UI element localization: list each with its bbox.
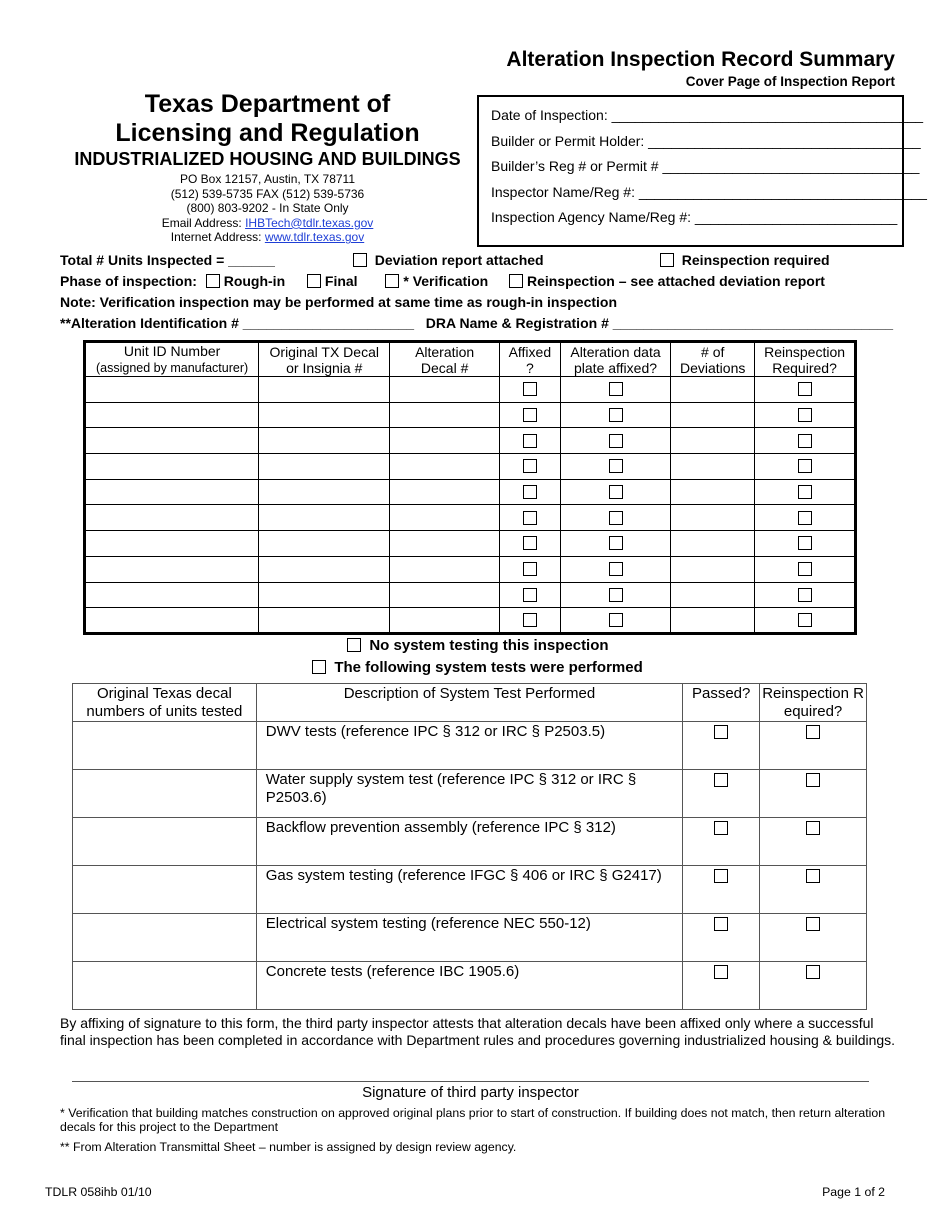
data-plate-checkbox[interactable] [609,536,623,550]
final-label: Final [324,273,358,289]
col-original-decal: Original TX Decal or Insignia # [259,342,390,377]
deviations-cell[interactable] [671,556,755,582]
agency-division: INDUSTRIALIZED HOUSING AND BUILDINGS [74,149,461,169]
phase-label: Phase of inspection: [60,273,197,289]
reinspection-cell[interactable] [755,608,856,634]
passed-cell[interactable] [683,962,760,1010]
internet-label: Internet Address: [170,230,265,245]
affixed-checkbox[interactable] [523,536,537,550]
col-passed: Passed? [683,684,760,722]
alteration-decal-cell[interactable] [390,402,500,428]
unit-id-cell[interactable] [85,505,259,531]
reinspection-cell[interactable] [755,377,856,403]
decal-numbers-cell[interactable] [73,722,257,770]
original-decal-cell[interactable] [259,582,390,608]
passed-checkbox[interactable] [714,821,728,835]
reinspection-checkbox[interactable] [798,434,812,448]
info-blank[interactable]: ___________________________________ [648,132,921,149]
data-plate-cell[interactable] [560,582,671,608]
signature-line[interactable] [72,1081,869,1082]
data-plate-checkbox[interactable] [609,511,623,525]
deviations-cell[interactable] [671,479,755,505]
data-plate-cell[interactable] [560,531,671,557]
deviations-cell[interactable] [671,531,755,557]
affixed-cell[interactable] [499,454,560,480]
data-plate-cell[interactable] [560,608,671,634]
data-plate-checkbox[interactable] [609,408,623,422]
passed-checkbox[interactable] [714,725,728,739]
form-title: Alteration Inspection Record Summary [506,48,895,71]
affixed-checkbox[interactable] [523,434,537,448]
original-decal-cell[interactable] [259,479,390,505]
system-tests-table [72,683,867,1010]
data-plate-checkbox[interactable] [609,562,623,576]
decal-numbers-cell[interactable] [73,962,257,1010]
alteration-decal-cell[interactable] [390,556,500,582]
test-description: Electrical system testing (reference NEC 550-12) [256,914,682,962]
test-reinspection-cell[interactable] [760,722,867,770]
info-blank[interactable]: __________________________ [694,209,898,225]
total-units[interactable]: Total # Units Inspected = ______ [60,252,275,268]
alteration-decal-cell[interactable] [390,531,500,557]
reinspection-checkbox[interactable] [798,588,812,602]
affixed-checkbox[interactable] [523,588,537,602]
tests-performed-option [312,659,643,676]
reinspection-checkbox[interactable] [798,562,812,576]
deviation-label: Deviation report attached [374,252,544,268]
passed-cell[interactable] [683,818,760,866]
table-row [73,866,867,914]
reinspection-required-checkbox[interactable] [660,253,674,267]
passed-cell[interactable] [683,722,760,770]
info-field-inspector[interactable] [491,180,927,206]
data-plate-cell[interactable] [560,377,671,403]
alteration-decal-cell[interactable] [390,582,500,608]
test-reinspection-checkbox[interactable] [806,821,820,835]
info-label: Inspector Name/Reg #: [491,183,635,200]
reinspection-checkbox[interactable] [798,536,812,550]
info-blank[interactable]: _________________________________ [662,158,920,174]
affixed-cell[interactable] [499,479,560,505]
original-decal-cell[interactable] [259,454,390,480]
unit-id-cell[interactable] [85,454,259,480]
test-reinspection-checkbox[interactable] [806,869,820,883]
col-description: Description of System Test Performed [256,684,682,722]
no-testing-checkbox[interactable] [347,638,361,652]
alteration-id[interactable]: **Alteration Identification # ______________________ [60,315,415,331]
unit-id-cell[interactable] [85,402,259,428]
affixed-cell[interactable] [499,556,560,582]
reinspection-cell[interactable] [755,402,856,428]
affixed-checkbox[interactable] [523,485,537,499]
agency-email [60,216,475,231]
unit-id-cell[interactable] [85,479,259,505]
signature-label: Signature of third party inspector [362,1084,579,1101]
agency-address: PO Box 12157, Austin, TX 78711 [179,172,355,186]
units-table-body [85,377,856,634]
original-decal-cell[interactable] [259,377,390,403]
deviations-cell[interactable] [671,428,755,454]
col-reinspection: Reinspection Required? [755,342,856,377]
info-label: Builder or Permit Holder: [491,132,645,149]
data-plate-checkbox[interactable] [609,613,623,627]
passed-checkbox[interactable] [714,917,728,931]
reinspection-checkbox[interactable] [798,408,812,422]
original-decal-cell[interactable] [259,608,390,634]
agency-phone-fax: (512) 539-5735 FAX (512) 539-5736 [170,186,365,201]
tests-performed-label: The following system tests were performed [334,659,643,676]
footnote-verification: * Verification that building matches construction on approved original plans prior to start of construction. If building does not match, then return alteration decals for this project to the Department [60,1106,886,1134]
passed-cell[interactable] [683,914,760,962]
info-field-date[interactable] [491,103,924,129]
table-row [85,428,856,454]
alteration-decal-cell[interactable] [390,454,500,480]
test-reinspection-checkbox[interactable] [806,917,820,931]
table-row [73,818,867,866]
deviations-cell[interactable] [671,505,755,531]
reinspection-option [660,252,830,268]
test-reinspection-checkbox[interactable] [806,725,820,739]
original-decal-cell[interactable] [259,531,390,557]
deviations-cell[interactable] [671,454,755,480]
info-blank[interactable]: ________________________________________ [611,107,924,123]
info-label: Builder’s Reg # or Permit # [491,158,659,174]
col-affixed: Affixed ? [499,342,560,377]
verification-checkbox[interactable] [385,274,399,288]
page-number: Page 1 of 2 [822,1185,885,1199]
deviations-cell[interactable] [671,377,755,403]
col-alteration-decal: Alteration Decal # [390,342,500,377]
data-plate-checkbox[interactable] [609,485,623,499]
reinspection-cell[interactable] [755,428,856,454]
table-row [85,531,856,557]
inspection-info-box [477,95,927,247]
info-label: Date of Inspection: [491,107,608,123]
alteration-decal-cell[interactable] [390,608,500,634]
reinspection-checkbox[interactable] [798,459,812,473]
table-row [85,454,856,480]
form-subtitle: Cover Page of Inspection Report [685,74,895,89]
col-decal-numbers: Original Texas decal numbers of units tested [73,684,257,722]
internet-link[interactable]: www.tdlr.texas.gov [264,230,365,245]
table-row [85,505,856,531]
no-testing-label: No system testing this inspection [369,637,609,654]
info-field-builder[interactable] [491,129,921,155]
test-reinspection-checkbox[interactable] [806,773,820,787]
test-reinspection-checkbox[interactable] [806,965,820,979]
reinspection-label: Reinspection required [681,252,830,268]
data-plate-checkbox[interactable] [609,459,623,473]
reinspection-cell[interactable] [755,505,856,531]
reinspection-cell[interactable] [755,531,856,557]
passed-cell[interactable] [683,770,760,818]
units-table [83,340,857,635]
verification-note: Note: Verification inspection may be performed at same time as rough-in inspection [60,294,618,310]
reinspection-cell[interactable] [755,582,856,608]
unit-id-cell[interactable] [85,377,259,403]
test-reinspection-cell[interactable] [760,866,867,914]
col-data-plate: Alteration data plate affixed? [560,342,671,377]
affixed-checkbox[interactable] [523,613,537,627]
agency-internet [60,230,475,245]
agency-name-line2: Licensing and Regulation [115,119,420,147]
agency-block [60,90,475,245]
alteration-decal-cell[interactable] [390,505,500,531]
col-test-reinspection: Reinspection Required? [760,684,867,722]
agency-name-line1: Texas Department of [144,90,391,118]
data-plate-cell[interactable] [560,556,671,582]
unit-id-cell[interactable] [85,531,259,557]
table-row [85,402,856,428]
units-table-header [85,342,856,377]
options-line-2 [60,273,900,289]
test-reinspection-cell[interactable] [760,962,867,1010]
deviation-option [353,252,544,268]
reinspection-checkbox[interactable] [798,485,812,499]
data-plate-cell[interactable] [560,505,671,531]
tests-table-body [73,722,867,1010]
original-decal-cell[interactable] [259,556,390,582]
test-reinspection-cell[interactable] [760,770,867,818]
table-row [85,608,856,634]
original-decal-cell[interactable] [259,428,390,454]
unit-id-cell[interactable] [85,556,259,582]
decal-numbers-cell[interactable] [73,770,257,818]
alteration-decal-cell[interactable] [390,428,500,454]
test-description: Gas system testing (reference IFGC § 406 or IRC § G2417) [256,866,682,914]
final-checkbox[interactable] [307,274,321,288]
affixed-cell[interactable] [499,531,560,557]
email-label: Email Address: [161,215,246,230]
affixed-checkbox[interactable] [523,562,537,576]
data-plate-cell[interactable] [560,428,671,454]
table-row [73,722,867,770]
verification-label: * Verification [403,273,489,289]
attestation-text: By affixing of signature to this form, the third party inspector attests that alteration decals have been affixed only where a successful final inspection has been completed in accordance with Department rules and procedures governing industrialized housing & buildings. [60,1015,896,1048]
tests-table-header [73,684,867,722]
table-row [85,377,856,403]
passed-checkbox[interactable] [714,773,728,787]
data-plate-cell[interactable] [560,454,671,480]
deviations-cell[interactable] [671,582,755,608]
test-reinspection-cell[interactable] [760,818,867,866]
footnote-transmittal: ** From Alteration Transmittal Sheet – number is assigned by design review agency. [60,1140,517,1154]
info-blank[interactable]: _____________________________________ [638,183,927,200]
info-field-builder-reg[interactable] [491,154,920,180]
info-label: Inspection Agency Name/Reg #: [491,209,692,225]
reinspection-see-label: Reinspection – see attached deviation report [526,273,825,289]
affixed-cell[interactable] [499,608,560,634]
reinspection-cell[interactable] [755,556,856,582]
table-row [73,914,867,962]
col-unit-id: Unit ID Number (assigned by manufacturer) [85,342,259,377]
reinspection-cell[interactable] [755,454,856,480]
dra-registration[interactable]: DRA Name & Registration # ____________________________________ [425,315,894,331]
affixed-cell[interactable] [499,582,560,608]
deviations-cell[interactable] [671,402,755,428]
data-plate-cell[interactable] [560,479,671,505]
data-plate-checkbox[interactable] [609,382,623,396]
table-row [73,962,867,1010]
original-decal-cell[interactable] [259,505,390,531]
rough-in-label: Rough-in [223,273,286,289]
affixed-cell[interactable] [499,505,560,531]
affixed-checkbox[interactable] [523,459,537,473]
tests-performed-checkbox[interactable] [312,660,326,674]
table-row [85,556,856,582]
no-testing-option [347,637,609,654]
alteration-decal-cell[interactable] [390,377,500,403]
col-deviations: # of Deviations [671,342,755,377]
decal-numbers-cell[interactable] [73,818,257,866]
form-number: TDLR 058ihb 01/10 [45,1185,152,1199]
data-plate-checkbox[interactable] [609,588,623,602]
alteration-decal-cell[interactable] [390,479,500,505]
email-link[interactable]: IHBTech@tdlr.texas.gov [245,215,374,230]
original-decal-cell[interactable] [259,402,390,428]
passed-checkbox[interactable] [714,965,728,979]
data-plate-cell[interactable] [560,402,671,428]
table-row [85,479,856,505]
affixed-checkbox[interactable] [523,382,537,396]
affixed-cell[interactable] [499,377,560,403]
unit-id-cell[interactable] [85,582,259,608]
affixed-checkbox[interactable] [523,511,537,525]
unit-id-cell[interactable] [85,428,259,454]
deviation-checkbox[interactable] [353,253,367,267]
passed-cell[interactable] [683,866,760,914]
affixed-cell[interactable] [499,402,560,428]
reinspection-cell[interactable] [755,479,856,505]
decal-numbers-cell[interactable] [73,866,257,914]
info-field-agency[interactable] [491,205,898,231]
agency-phone-instate: (800) 803-9202 - In State Only [186,201,349,216]
options-line-1 [60,252,900,268]
test-description: DWV tests (reference IPC § 312 or IRC § P2503.5) [256,722,682,770]
data-plate-checkbox[interactable] [609,434,623,448]
table-row [73,770,867,818]
table-row [85,582,856,608]
affixed-cell[interactable] [499,428,560,454]
passed-checkbox[interactable] [714,869,728,883]
options-line-4 [60,315,900,331]
affixed-checkbox[interactable] [523,408,537,422]
reinspection-checkbox[interactable] [798,613,812,627]
deviations-cell[interactable] [671,608,755,634]
test-description: Concrete tests (reference IBC 1905.6) [256,962,682,1010]
reinspection-checkbox[interactable] [798,382,812,396]
rough-in-checkbox[interactable] [206,274,220,288]
test-description: Backflow prevention assembly (reference IPC § 312) [256,818,682,866]
reinspection-checkbox[interactable] [798,511,812,525]
test-description: Water supply system test (reference IPC § 312 or IRC § P2503.6) [256,770,682,818]
reinspection-see-checkbox[interactable] [509,274,523,288]
unit-id-cell[interactable] [85,608,259,634]
test-reinspection-cell[interactable] [760,914,867,962]
decal-numbers-cell[interactable] [73,914,257,962]
